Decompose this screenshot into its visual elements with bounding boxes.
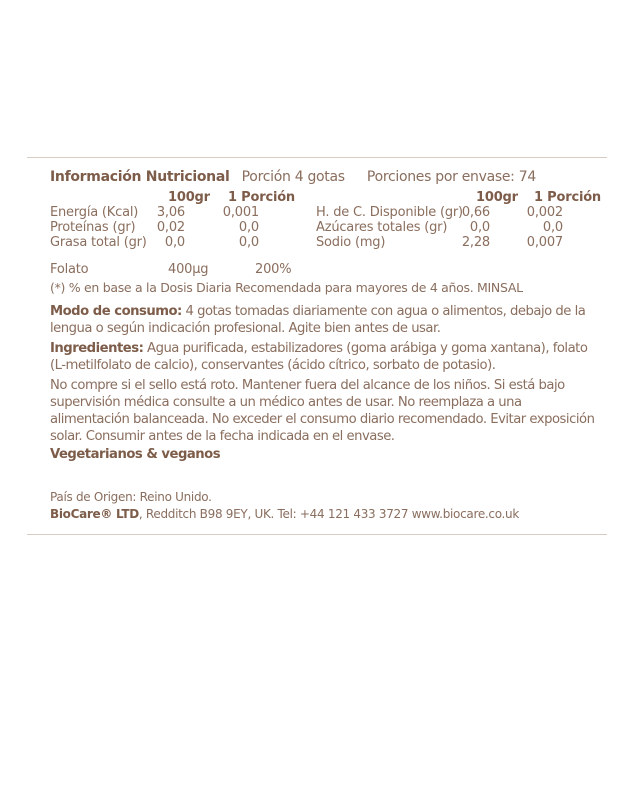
nutrition-table [50, 190, 599, 262]
nutrient-name: Proteínas (gr) [50, 220, 136, 235]
nutrient-value-portion: 0,0 [238, 220, 259, 235]
nutrient-name: H. de C. Disponible (gr) [316, 205, 463, 220]
nutrient-value-100gr: 3,06 [156, 205, 185, 220]
nutrient-value-portion: 0,0 [542, 220, 563, 235]
country-of-origin: País de Origen: Reino Unido. [50, 490, 212, 504]
usage-paragraph [50, 303, 599, 337]
nutrition-label [27, 157, 607, 535]
nutrient-value-100gr: 0,02 [156, 220, 185, 235]
nutrient-value-100gr: 0,0 [469, 220, 490, 235]
nutrient-value-portion: 0,0 [238, 235, 259, 250]
nutrient-value-100gr: 0,0 [164, 235, 185, 250]
portion-size: Porción 4 gotas [241, 169, 345, 185]
nutrient-value-portion: 0,001 [222, 205, 259, 220]
ingredients-label: Ingredientes: [50, 341, 144, 356]
company-name: BioCare [50, 507, 101, 521]
company-address: , Redditch B98 9EY, UK. Tel: +44 121 433 3727 www.biocare.co.uk [138, 507, 520, 521]
warning-paragraph: No compre si el sello está roto. Mantener fuera del alcance de los niños. Si está bajo supervisión médica consulte a un médico antes de usar. No reemplaza a una alimentación balanceada. No exceder el consumo diario recomendado. Evitar exposición solar. Consumir antes de la fecha indicada en el envase. [50, 378, 595, 444]
portions-per-pack: Porciones por envase: 74 [366, 169, 536, 185]
ingredients-paragraph [50, 340, 599, 374]
folato-row [50, 262, 599, 279]
ingredients-text: Agua purificada, estabilizadores (goma arábiga y goma xantana), folato (L-metilfolato de calcio), conservantes (ácido cítrico, sorbato de potasio). [50, 341, 588, 373]
folato-percent: 200% [255, 262, 292, 277]
footer [50, 489, 599, 523]
usage-text: 4 gotas tomadas diariamente con agua o alimentos, debajo de la lengua o según indicación profesional. Agite bien antes de usar. [50, 304, 586, 336]
label-header [50, 168, 599, 186]
col-header-100gr-left: 100gr [168, 190, 210, 205]
nutrient-name: Energía (Kcal) [50, 205, 139, 220]
dosage-note: (*) % en base a la Dosis Diaria Recomendada para mayores de 4 años. MINSAL [50, 280, 523, 295]
nutrient-name: Azúcares totales (gr) [316, 220, 448, 235]
nutrient-value-100gr: 2,28 [461, 235, 490, 250]
nutrient-value-portion: 0,007 [526, 235, 563, 250]
label-title: Información Nutricional [50, 169, 230, 185]
nutrient-value-portion: 0,002 [526, 205, 563, 220]
company-suffix: ® LTD [100, 507, 139, 521]
col-header-portion-left: 1 Porción [228, 190, 295, 205]
nutrient-value-100gr: 0,66 [461, 205, 490, 220]
nutrient-name: Sodio (mg) [316, 235, 386, 250]
folato-amount: 400µg [168, 262, 209, 277]
vegan-statement: Vegetarianos & veganos [50, 447, 221, 462]
company-line [50, 506, 599, 523]
col-header-portion-right: 1 Porción [534, 190, 601, 205]
usage-label: Modo de consumo: [50, 304, 182, 319]
col-header-100gr-right: 100gr [476, 190, 518, 205]
folato-name: Folato [50, 262, 89, 277]
nutrient-name: Grasa total (gr) [50, 235, 147, 250]
